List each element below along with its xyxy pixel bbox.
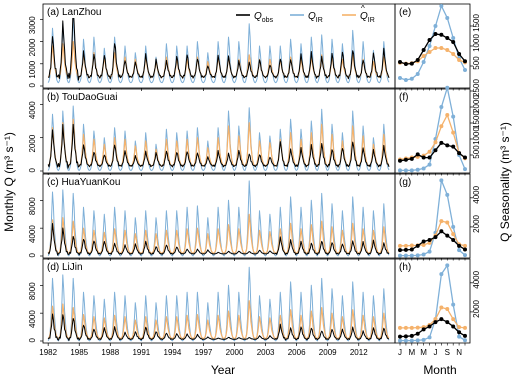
season-y-tick-label: 4000 bbox=[472, 185, 481, 204]
panel-label: (a) LanZhou bbox=[47, 7, 102, 18]
panel-label: (d) LiJin bbox=[47, 262, 83, 273]
season-point-irhat bbox=[463, 326, 467, 330]
season-point-irhat bbox=[439, 124, 443, 128]
season-point-obs bbox=[463, 156, 467, 160]
y-tick-label: 2000 bbox=[28, 38, 37, 57]
season-point-ir bbox=[416, 72, 420, 76]
legend-hat: ^ bbox=[361, 4, 365, 13]
season-point-irhat bbox=[404, 244, 408, 248]
season-point-ir bbox=[451, 303, 455, 307]
season-point-ir bbox=[404, 339, 408, 343]
season-point-obs bbox=[445, 36, 449, 40]
season-point-ir bbox=[410, 77, 414, 81]
season-point-obs bbox=[433, 235, 437, 239]
season-point-obs bbox=[457, 151, 461, 155]
x-tick-label: 1988 bbox=[101, 348, 120, 357]
panel-4 bbox=[28, 259, 395, 357]
panel-label: (c) HuaYuanKou bbox=[47, 177, 121, 188]
season-y-tick-label: 2000 bbox=[472, 300, 481, 318]
legend bbox=[236, 4, 375, 24]
season-y-tick-label: 500 bbox=[472, 145, 481, 159]
x-tick-label: 1997 bbox=[194, 348, 213, 357]
season-panel-1 bbox=[395, 4, 481, 91]
season-panel-label: (e) bbox=[399, 7, 412, 18]
y-tick-label: 0 bbox=[28, 168, 37, 173]
season-point-ir bbox=[439, 105, 443, 109]
season-point-obs bbox=[463, 334, 467, 338]
legend-label: $Q_{IR}$ bbox=[308, 11, 323, 24]
y-tick-label: 0 bbox=[28, 83, 37, 88]
season-y-tick-label: 1500 bbox=[472, 111, 481, 129]
y-tick-label: 4000 bbox=[28, 101, 37, 120]
season-point-obs bbox=[404, 248, 408, 252]
season-point-obs bbox=[422, 48, 426, 52]
season-point-ir bbox=[410, 339, 414, 343]
season-panel-3 bbox=[395, 174, 481, 261]
season-y-tick-label: 2000 bbox=[472, 215, 481, 233]
legend-label: $Q_{obs}$ bbox=[254, 11, 274, 24]
x-axis-title: Year bbox=[210, 363, 236, 377]
season-point-ir bbox=[410, 254, 414, 258]
season-point-ir bbox=[416, 253, 420, 257]
season-point-irhat bbox=[398, 244, 402, 248]
season-panel-label: (h) bbox=[399, 262, 412, 273]
season-point-irhat bbox=[457, 58, 461, 62]
season-point-ir bbox=[410, 168, 414, 172]
season-point-irhat bbox=[422, 243, 426, 247]
season-point-obs bbox=[398, 60, 402, 64]
season-point-obs bbox=[416, 58, 420, 62]
season-y-tick-label: 4000 bbox=[472, 270, 481, 289]
season-point-ir bbox=[428, 44, 432, 48]
season-point-irhat bbox=[410, 326, 414, 330]
season-point-irhat bbox=[451, 232, 455, 236]
season-point-irhat bbox=[445, 48, 449, 52]
season-point-obs bbox=[445, 234, 449, 238]
y-tick-label: 8000 bbox=[28, 282, 37, 301]
y-axis-title: Monthly Q (m³ s⁻¹) bbox=[2, 132, 16, 232]
season-point-irhat bbox=[428, 50, 432, 54]
x-tick-label: 2006 bbox=[287, 348, 306, 357]
season-point-irhat bbox=[457, 325, 461, 329]
season-panel-4 bbox=[395, 259, 481, 357]
season-point-obs bbox=[433, 320, 437, 324]
season-point-obs bbox=[439, 229, 443, 233]
season-point-obs bbox=[410, 247, 414, 251]
season-point-ir bbox=[463, 253, 467, 257]
season-point-ir bbox=[428, 163, 432, 167]
season-point-irhat bbox=[422, 54, 426, 58]
season-point-obs bbox=[463, 247, 467, 251]
panel-1 bbox=[28, 4, 395, 91]
season-point-obs bbox=[451, 238, 455, 242]
season-point-obs bbox=[410, 334, 414, 338]
season-point-irhat bbox=[433, 46, 437, 50]
season-point-obs bbox=[410, 157, 414, 161]
season-point-obs bbox=[428, 238, 432, 242]
season-point-ir bbox=[457, 335, 461, 339]
season-point-ir bbox=[422, 338, 426, 342]
x-tick-label: 1985 bbox=[70, 348, 89, 357]
season-panel-label: (g) bbox=[399, 177, 412, 188]
season-point-obs bbox=[433, 148, 437, 152]
season-point-obs bbox=[445, 320, 449, 324]
x-tick-label: 2012 bbox=[349, 348, 368, 357]
season-point-obs bbox=[404, 334, 408, 338]
season-point-ir bbox=[439, 272, 443, 276]
season-point-obs bbox=[428, 156, 432, 160]
season-point-ir bbox=[416, 168, 420, 172]
y-tick-label: 2000 bbox=[28, 134, 37, 153]
month-tick-label: S bbox=[444, 348, 450, 357]
season-point-ir bbox=[451, 36, 455, 40]
season-series-ir bbox=[400, 180, 465, 255]
season-point-obs bbox=[416, 152, 420, 156]
season-point-irhat bbox=[433, 140, 437, 144]
season-point-ir bbox=[398, 76, 402, 80]
panel-3 bbox=[28, 174, 395, 261]
season-panel-2 bbox=[395, 79, 481, 176]
y-tick-label: 3000 bbox=[28, 16, 37, 35]
season-point-ir bbox=[428, 250, 432, 254]
season-point-irhat bbox=[439, 219, 443, 223]
series-obs bbox=[48, 224, 389, 256]
season-point-obs bbox=[451, 324, 455, 328]
season-point-irhat bbox=[451, 52, 455, 56]
season-point-obs bbox=[422, 327, 426, 331]
season-point-ir bbox=[398, 339, 402, 343]
season-point-ir bbox=[404, 254, 408, 258]
season-point-obs bbox=[439, 141, 443, 145]
season-point-ir bbox=[404, 78, 408, 82]
month-tick-label: J bbox=[433, 348, 438, 357]
month-axis-title: Month bbox=[423, 363, 457, 377]
season-point-ir bbox=[428, 335, 432, 339]
y-tick-label: 1000 bbox=[28, 60, 37, 79]
season-point-obs bbox=[416, 244, 420, 248]
season-point-ir bbox=[445, 86, 449, 90]
seasonality-panels bbox=[395, 4, 481, 357]
season-point-obs bbox=[433, 32, 437, 36]
season-series-irhat bbox=[400, 48, 465, 64]
month-tick-label: J bbox=[398, 348, 402, 357]
season-point-ir bbox=[445, 193, 449, 197]
season-point-ir bbox=[416, 338, 420, 342]
season-point-irhat bbox=[404, 326, 408, 330]
season-point-obs bbox=[422, 156, 426, 160]
season-point-obs bbox=[457, 52, 461, 56]
season-point-obs bbox=[416, 332, 420, 336]
season-y-tick-label: 1000 bbox=[472, 34, 481, 52]
season-point-obs bbox=[404, 158, 408, 162]
y-tick-label: 0 bbox=[28, 338, 37, 343]
season-y-tick-label: 500 bbox=[472, 56, 481, 70]
season-point-ir bbox=[457, 248, 461, 252]
x-tick-label: 1994 bbox=[163, 348, 182, 357]
season-point-irhat bbox=[451, 131, 455, 135]
panel-2 bbox=[28, 89, 395, 176]
month-tick-label: M bbox=[408, 348, 416, 357]
seasonality-axis-title: Q Seasonality (m³ s⁻¹) bbox=[498, 122, 512, 242]
season-point-obs bbox=[398, 159, 402, 163]
season-point-irhat bbox=[451, 317, 455, 321]
series-ir bbox=[48, 17, 389, 83]
series-ir bbox=[48, 267, 389, 341]
season-point-ir bbox=[398, 168, 402, 172]
x-tick-label: 2003 bbox=[256, 348, 275, 357]
season-point-ir bbox=[463, 167, 467, 171]
season-point-irhat bbox=[439, 46, 443, 50]
y-tick-label: 0 bbox=[28, 253, 37, 258]
season-point-irhat bbox=[398, 326, 402, 330]
season-point-irhat bbox=[428, 150, 432, 154]
season-point-obs bbox=[422, 239, 426, 243]
season-point-ir bbox=[463, 338, 467, 342]
season-point-ir bbox=[422, 60, 426, 64]
season-point-obs bbox=[451, 145, 455, 149]
season-point-obs bbox=[410, 62, 414, 66]
season-point-ir bbox=[463, 68, 467, 72]
season-point-obs bbox=[398, 248, 402, 252]
season-y-tick-label: 2500 bbox=[472, 79, 481, 97]
season-point-irhat bbox=[445, 113, 449, 117]
season-point-ir bbox=[433, 24, 437, 28]
season-point-irhat bbox=[410, 244, 414, 248]
season-point-ir bbox=[439, 178, 443, 182]
x-tick-label: 2000 bbox=[225, 348, 244, 357]
month-tick-label: N bbox=[456, 348, 462, 357]
season-point-obs bbox=[457, 330, 461, 334]
season-point-obs bbox=[457, 244, 461, 248]
month-tick-label: M bbox=[420, 348, 427, 357]
season-y-tick-label: 2000 bbox=[472, 95, 481, 113]
panel-label: (b) TouDaoGuai bbox=[47, 92, 118, 103]
y-tick-label: 4000 bbox=[28, 225, 37, 243]
season-point-obs bbox=[404, 62, 408, 66]
x-tick-label: 2009 bbox=[318, 348, 337, 357]
season-point-ir bbox=[439, 4, 443, 8]
y-tick-label: 8000 bbox=[28, 197, 37, 216]
main-panels bbox=[28, 4, 395, 357]
season-panel-label: (f) bbox=[399, 92, 409, 103]
season-point-ir bbox=[398, 254, 402, 258]
season-point-irhat bbox=[445, 221, 449, 225]
season-point-ir bbox=[451, 225, 455, 229]
season-point-ir bbox=[451, 115, 455, 119]
season-point-obs bbox=[445, 143, 449, 147]
season-point-irhat bbox=[416, 326, 420, 330]
season-point-irhat bbox=[439, 306, 443, 310]
season-point-obs bbox=[439, 317, 443, 321]
season-point-irhat bbox=[445, 307, 449, 311]
season-point-obs bbox=[463, 59, 467, 63]
season-point-irhat bbox=[463, 244, 467, 248]
season-point-ir bbox=[422, 253, 426, 257]
season-point-ir bbox=[422, 166, 426, 170]
season-point-ir bbox=[445, 16, 449, 20]
x-tick-label: 1991 bbox=[132, 348, 151, 357]
season-point-ir bbox=[404, 168, 408, 172]
season-point-ir bbox=[445, 263, 449, 267]
y-tick-label: 4000 bbox=[28, 310, 37, 328]
season-point-obs bbox=[439, 33, 443, 37]
series-irhat bbox=[48, 119, 389, 166]
season-point-obs bbox=[398, 335, 402, 339]
series-irhat bbox=[48, 214, 389, 253]
season-y-tick-label: 1000 bbox=[472, 127, 481, 145]
season-point-obs bbox=[451, 40, 455, 44]
season-point-obs bbox=[428, 38, 432, 42]
season-series-obs bbox=[400, 34, 465, 64]
season-y-tick-label: 1500 bbox=[472, 14, 481, 32]
series-irhat bbox=[48, 301, 389, 339]
x-tick-label: 1982 bbox=[39, 348, 58, 357]
legend-label: $Q_{IR}$ bbox=[360, 11, 375, 24]
series-ir bbox=[48, 181, 389, 256]
season-point-obs bbox=[428, 324, 432, 328]
